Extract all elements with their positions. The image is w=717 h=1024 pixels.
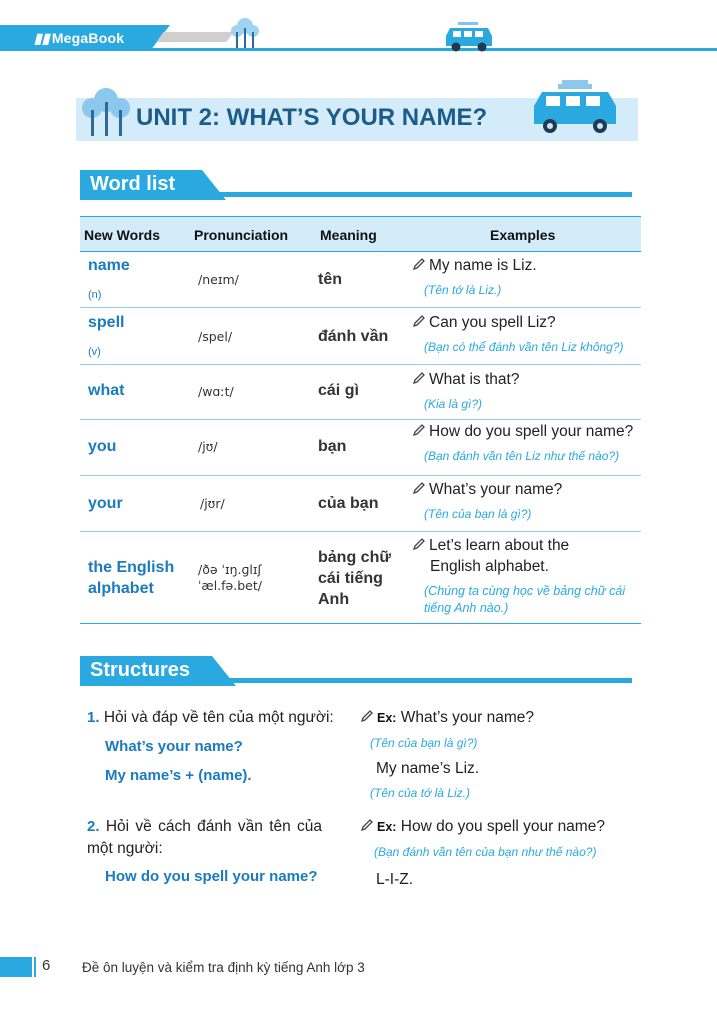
structure-pattern: My name’s + (name). [105,767,252,784]
word-meaning-line2: cái tiếng [318,570,383,587]
car-icon [444,20,496,54]
pencil-icon [412,371,426,385]
word-pos: (n) [88,289,102,301]
structure-pattern: What’s your name? [105,738,243,755]
word-spell: spell [88,314,125,331]
ex-label: Ex: [377,711,397,725]
brand-logo [34,30,124,47]
structure-2-desc [87,818,322,836]
example-question: What’s your name? [400,709,535,726]
example-question-translation: (Bạn đánh vần tên của bạn như thế nào?) [374,845,597,859]
example-answer: My name’s Liz. [376,760,480,777]
structure-1-example [360,709,534,727]
page-number: 6 [42,957,51,974]
example-text: How do you spell your name? [429,423,634,440]
word-meaning: tên [318,271,342,288]
example-sentence [412,423,633,441]
trees-icon [80,86,132,138]
example-translation: (Kia là gì?) [424,397,483,411]
word-pronunciation: /jʊr/ [200,496,225,511]
col-examples: Examples [490,227,556,243]
word-pronunciation-line2: ˈæl.fə.bet/ [198,578,262,593]
word-list-title: Word list [90,173,176,195]
word-meaning: bảng chữ [318,549,391,566]
pencil-icon [360,818,374,832]
book-title: Đề ôn luyện và kiểm tra định kỳ tiếng Anh lớp 3 [82,960,365,975]
example-sentence [412,537,569,555]
pencil-icon [412,257,426,271]
structure-1-desc [87,709,334,727]
unit-title: UNIT 2: WHAT’S YOUR NAME? [136,104,488,131]
footer-bar-accent [34,957,36,977]
example-text: Can you spell Liz? [429,314,556,331]
example-sentence [412,257,537,275]
col-meaning: Meaning [320,227,377,243]
word-meaning-line3: Anh [318,591,350,608]
ex-label: Ex: [377,820,397,834]
example-translation: (Chúng ta cùng học về bảng chữ cái [424,584,626,598]
example-text: My name is Liz. [429,257,537,274]
row-divider [80,531,641,532]
example-question: How do you spell your name? [400,818,605,835]
example-text: What is that? [429,371,520,388]
word-meaning: cái gì [318,382,359,399]
word-what: what [88,382,125,399]
row-divider [80,475,641,476]
example-sentence [412,314,556,332]
table-bottom-rule [80,623,641,624]
word-pos: (v) [88,346,101,358]
example-question-translation: (Tên của bạn là gì?) [370,736,478,750]
structure-pattern: How do you spell your name? [105,868,318,885]
brand-name: MegaBook [51,30,125,46]
structure-number: 1. [87,709,100,726]
pencil-icon [412,314,426,328]
example-translation: (Bạn có thể đánh vần tên Liz không?) [424,340,624,354]
word-meaning: đánh vần [318,328,389,345]
word-name: name [88,257,130,274]
word-meaning: bạn [318,438,347,455]
pencil-icon [412,537,426,551]
example-sentence [412,481,562,499]
word-pronunciation: /neɪm/ [198,272,239,287]
example-sentence-line2: English alphabet. [430,558,549,575]
example-sentence [412,371,519,389]
structure-text: Hỏi và đáp về tên của một người: [103,709,334,726]
word-pronunciation: /ðə ˈɪŋ.ɡlɪʃ [198,562,262,577]
example-translation: (Tên tớ là Liz.) [424,283,502,297]
example-text: Let’s learn about the [429,537,570,554]
pencil-icon [412,423,426,437]
row-divider [80,419,641,420]
col-new-words: New Words [84,227,160,243]
header-rule [0,48,717,51]
word-pronunciation: /spel/ [198,329,233,344]
brand-mark: ▮▮ [34,30,50,46]
footer-bar [0,957,32,977]
word-list-header-rule [200,192,632,197]
word-the-english-alphabet: the English [88,559,175,576]
word-your: your [88,495,123,512]
example-answer: L-I-Z. [376,871,414,888]
trees-icon [228,16,262,50]
structure-text-line2: một người: [87,840,163,857]
structure-number: 2. [87,818,100,835]
col-pronunciation: Pronunciation [194,227,289,243]
structure-2-example [360,818,605,836]
structures-title: Structures [90,659,191,681]
word-meaning: của bạn [318,495,379,512]
word-pronunciation: /wɑːt/ [198,384,234,399]
structure-text: Hỏi về cách đánh vần tên của [105,818,323,835]
example-text: What’s your name? [429,481,563,498]
word-you: you [88,438,117,455]
row-divider [80,364,641,365]
pencil-icon [412,481,426,495]
example-translation: (Bạn đánh vần tên Liz như thế nào?) [424,449,620,463]
example-answer-translation: (Tên của tớ là Liz.) [370,786,470,800]
pencil-icon [360,709,374,723]
header-grey-bar [156,32,233,42]
row-divider [80,307,641,308]
car-icon [532,80,622,138]
word-the-english-alphabet-line2: alphabet [88,580,154,597]
example-translation: (Tên của bạn là gì?) [424,507,532,521]
structures-header-rule [210,678,632,683]
example-translation-line2: tiếng Anh nào.) [424,601,509,615]
word-pronunciation: /jʊ/ [198,439,218,454]
